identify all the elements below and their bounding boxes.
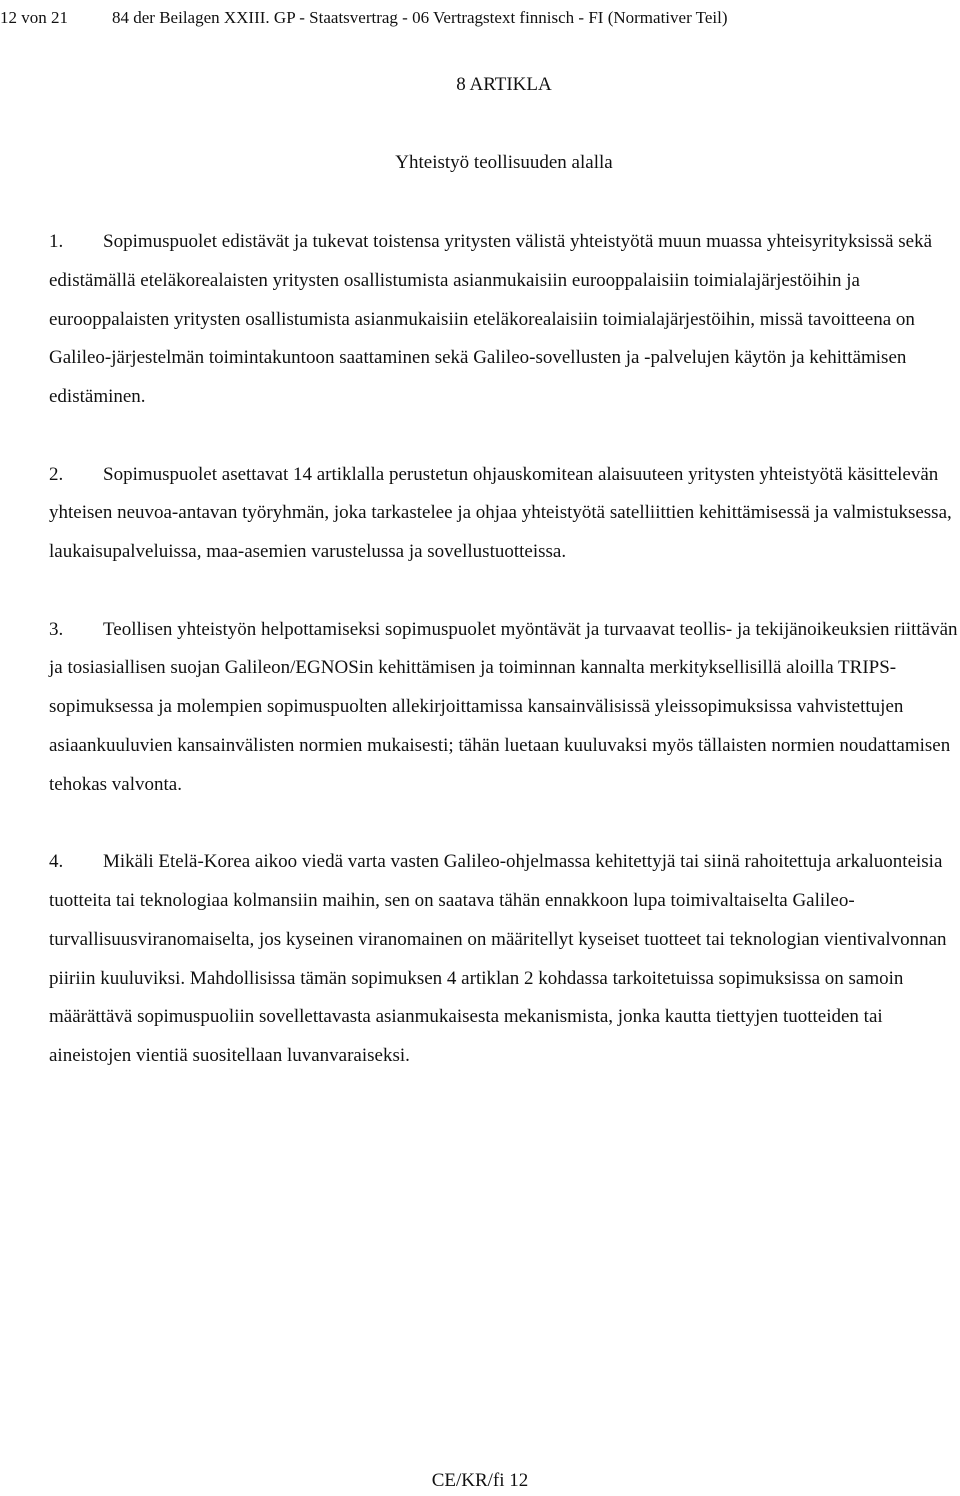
article-body — [49, 223, 960, 1115]
article-subheading: Yhteistyö teollisuuden alalla — [395, 152, 613, 173]
paragraph-number: 1. — [49, 231, 64, 252]
paragraph-4 — [49, 843, 960, 1076]
paragraph-3 — [49, 611, 960, 805]
page-footer: CE/KR/fi 12 — [431, 1470, 529, 1491]
paragraph-text: Sopimuspuolet asettavat 14 artiklalla perustetun ohjauskomitean alaisuuteen yritysten yhteistyötä käsittelevän yhteisen neuvoa-antavan työryhmän, joka tarkastelee ja ohjaa yhteistyötä satelliittien kehittämisessä ja valmistuksessa, laukaisupalveluissa, maa-asemien varustelussa ja sovellustuotteissa. — [49, 463, 952, 563]
paragraph-number: 4. — [49, 851, 64, 873]
paragraph-text: Mikäli Etelä-Korea aikoo viedä varta vasten Galileo-ohjelmassa kehitettyjä tai siinä rahoitettuja arkaluonteisia tuotteita tai teknologiaa kolmansiin maihin, sen on saatava tähän ennakkoon lupa toimivaltaiselta Galileo-turvallisuusviranomaiselta, jos kyseinen viranomainen on määritellyt kyseiset tuotteet tai teknologian vientivalvonnan piiriin kuuluviksi. Mahdollisissa tämän sopimuksen 4 artiklan 2 kohdassa tarkoitetuissa sopimuksissa on samoin määrättävä sopimuspuoliin sovellettavasta asianmukaisesta mekanismista, jonka kautta tiettyjen tuotteiden tai aineistojen vientiä suositellaan luvanvaraiseksi. — [49, 851, 947, 1067]
paragraph-1 — [49, 223, 960, 417]
page-indicator: 12 von 21 — [0, 8, 68, 27]
paragraph-text: Teollisen yhteistyön helpottamiseksi sopimuspuolet myöntävät ja turvaavat teollis- ja tekijänoikeuksien riittävän ja tosiasiallisen suojan Galileon/EGNOSin kehittämisen ja toiminnan kannalta merkityksellisillä aloilla TRIPS-sopimuksessa ja molempien sopimuspuolten allekirjoittamissa kansainvälisissä yleissopimuksissa vahvistettujen asiaankuuluvien kansainvälisten normien mukaisesti; tähän luetaan kuuluvaksi myös tällaisten normien noudattamisen tehokas valvonta. — [49, 618, 958, 795]
document-title: 84 der Beilagen XXIII. GP - Staatsvertrag - 06 Vertragstext finnisch - FI (Normativer Teil) — [112, 8, 728, 27]
page-header — [0, 4, 960, 32]
article-heading: 8 ARTIKLA — [456, 74, 552, 95]
paragraph-number: 2. — [49, 463, 64, 485]
paragraph-2 — [49, 456, 960, 572]
paragraph-text: Sopimuspuolet edistävät ja tukevat toistensa yritysten välistä yhteistyötä muun muassa yhteisyrityksissä sekä edistämällä eteläkorealaisten yritysten osallistumista asianmukaisiin eurooppalaisiin toimialajärjestöihin ja eurooppalaisten yritysten osallistumista asianmukaisiin eteläkorealaisiin toimialajärjestöihin, missä tavoitteena on Galileo-järjestelmän toimintakuntoon saattaminen sekä Galileo-sovellusten ja -palvelujen käytön ja kehittämisen edistäminen. — [49, 231, 933, 408]
paragraph-number: 3. — [49, 618, 64, 640]
